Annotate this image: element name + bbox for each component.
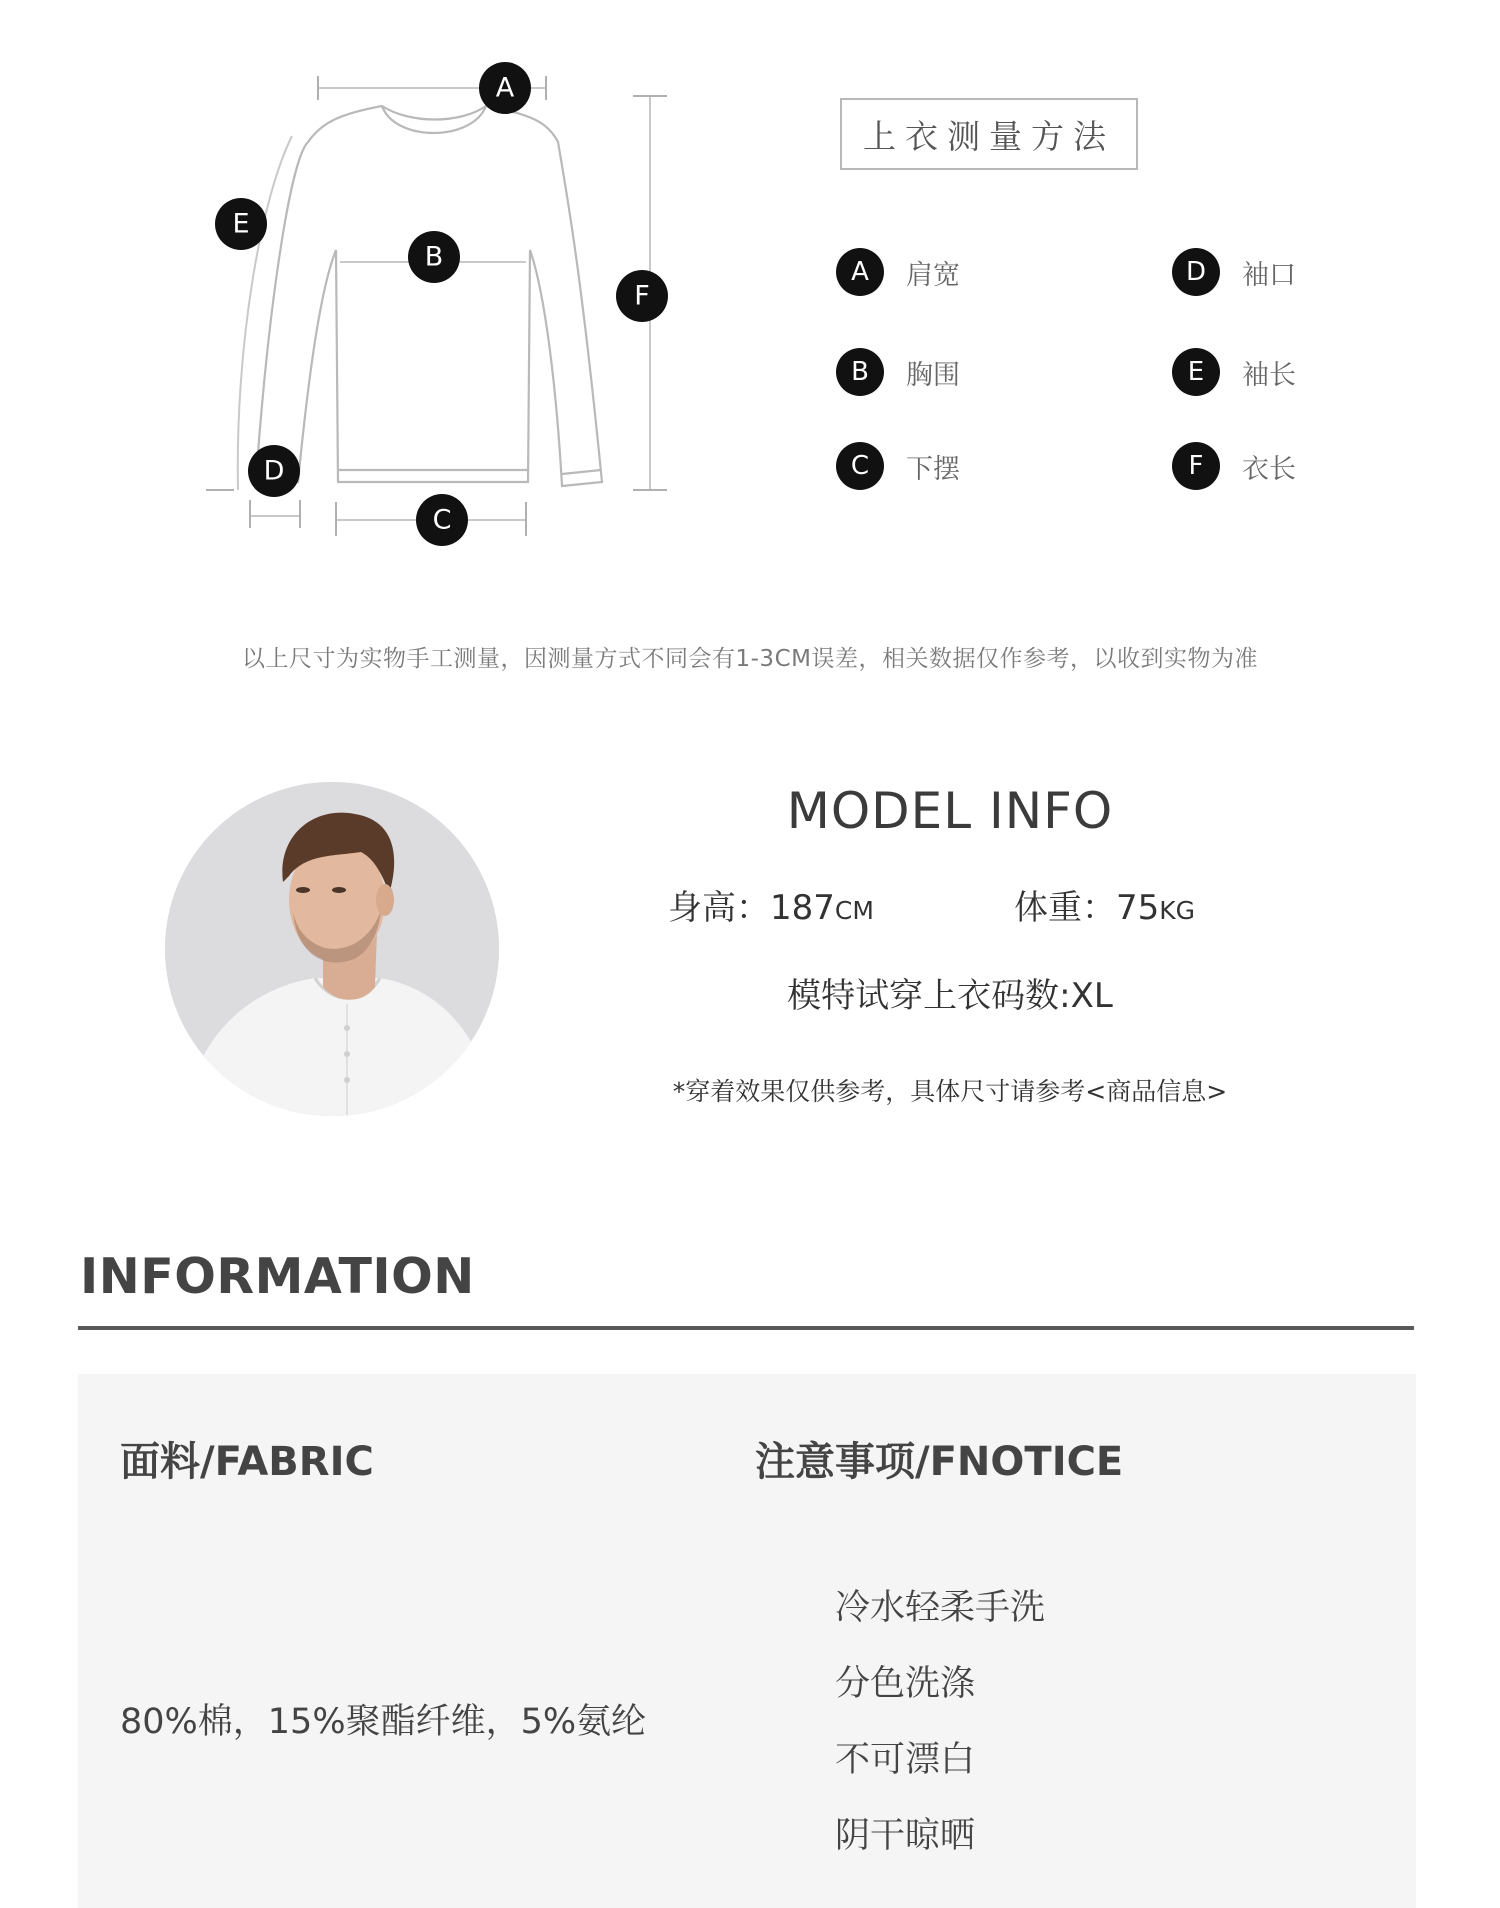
legend-item-hem	[836, 440, 960, 492]
legend-label-hem: 下摆	[906, 453, 960, 485]
care-instruction-item: 冷水轻柔手洗	[835, 1588, 1046, 1628]
sweater-outline	[256, 106, 602, 486]
model-weight	[1014, 880, 1195, 929]
model-height	[668, 880, 874, 929]
legend-badge-d: D	[1172, 248, 1220, 296]
legend-label-chest: 胸围	[906, 359, 960, 391]
sleeve-dimension-line	[238, 136, 292, 490]
diagram-marker-e	[215, 198, 267, 250]
legend-badge-f: F	[1172, 442, 1220, 490]
model-photo	[165, 782, 499, 1116]
diagram-marker-a	[479, 62, 531, 114]
svg-text:F: F	[634, 280, 650, 312]
legend-item-sleeve	[1172, 346, 1296, 398]
diagram-marker-f	[616, 270, 668, 322]
model-note: *穿着效果仅供参考，具体尺寸请参考<商品信息>	[672, 1077, 1228, 1106]
legend-label-shoulder: 肩宽	[906, 259, 960, 291]
svg-text:B: B	[424, 241, 444, 273]
svg-text:E: E	[232, 208, 250, 240]
information-divider	[78, 1326, 1414, 1330]
model-height-value: 187	[770, 888, 835, 928]
legend-label-sleeve: 袖长	[1242, 359, 1296, 391]
right-cuff-band	[562, 470, 601, 474]
measurement-disclaimer: 以上尺寸为实物手工测量，因测量方式不同会有1-3CM误差，相关数据仅作参考，以收到实物为准	[242, 646, 1258, 672]
legend-badge-c: C	[836, 442, 884, 490]
legend-badge-b: B	[836, 348, 884, 396]
diagram-marker-b	[408, 231, 460, 283]
notice-heading: 注意事项/FNOTICE	[755, 1439, 1124, 1485]
model-height-unit: CM	[834, 896, 874, 925]
svg-text:D: D	[263, 455, 285, 487]
svg-text:A: A	[495, 72, 515, 104]
care-instruction-item: 阴干晾晒	[835, 1816, 976, 1856]
fabric-heading: 面料/FABRIC	[120, 1439, 374, 1485]
legend-label-cuff: 袖口	[1242, 259, 1296, 291]
legend-item-shoulder	[836, 246, 960, 298]
care-instruction-item: 不可漂白	[835, 1740, 976, 1780]
care-instructions-list	[835, 1570, 1045, 1874]
legend-badge-a: A	[836, 248, 884, 296]
fabric-composition: 80%棉，15%聚酯纤维，5%氨纶	[120, 1702, 647, 1742]
model-info-title: MODEL INFO	[786, 782, 1114, 840]
legend-label-length: 衣长	[1242, 453, 1296, 485]
legend-item-length	[1172, 440, 1296, 492]
information-heading: INFORMATION	[80, 1248, 475, 1305]
model-weight-value: 75	[1116, 888, 1160, 928]
legend-item-cuff	[1172, 246, 1296, 298]
diagram-marker-d	[248, 445, 300, 497]
model-weight-label: 体重：	[1014, 888, 1116, 928]
model-weight-unit: KG	[1159, 896, 1196, 925]
measurement-method-title: 上衣测量方法	[840, 98, 1138, 170]
svg-text:C: C	[432, 504, 452, 536]
legend-badge-e: E	[1172, 348, 1220, 396]
model-height-label: 身高：	[668, 888, 770, 928]
care-instruction-item: 分色洗涤	[835, 1664, 976, 1704]
sweater-measurement-diagram	[190, 50, 710, 570]
diagram-marker-c	[416, 494, 468, 546]
model-portrait-illustration	[165, 782, 499, 1116]
model-size: 模特试穿上衣码数:XL	[787, 976, 1113, 1016]
legend-item-chest	[836, 346, 960, 398]
